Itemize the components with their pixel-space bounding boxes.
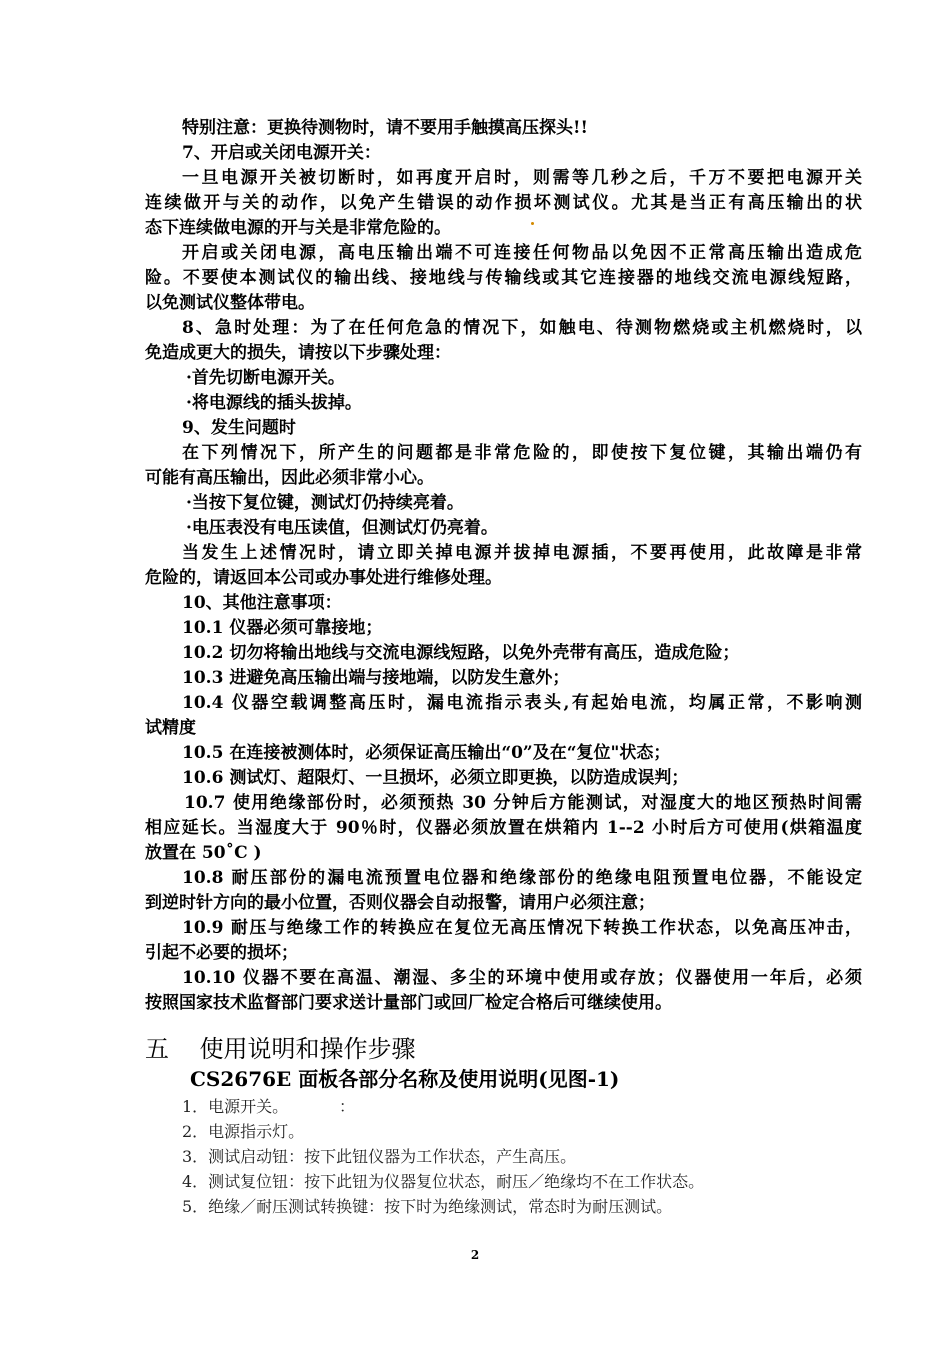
bullet-item: ·当按下复位键，测试灯仍持续亮着。 — [186, 493, 464, 513]
bullet-item: ·将电源线的插头拔掉。 — [186, 393, 362, 413]
special-notice: 特别注意：更换待测物时，请不要用手触摸高压探头!! — [182, 118, 588, 138]
paragraph-line: 可能有高压输出，因此必须非常小心。 — [145, 468, 434, 488]
note-item-cont: 按照国家技术监督部门要求送计量部门或回厂检定合格后可继续使用。 — [145, 993, 672, 1013]
paragraph-line: 免造成更大的损失，请按以下步骤处理： — [145, 343, 451, 363]
paragraph-line: 以免测试仪整体带电。 — [145, 293, 315, 313]
note-item-cont: 引起不必要的损坏； — [145, 943, 298, 963]
note-item: 10.2 切勿将输出地线与交流电源线短路，以免外壳带有高压，造成危险； — [182, 643, 740, 663]
note-item: 10.10 仪器不要在高温、潮湿、多尘的环境中使用或存放；仪器使用一年后，必须 — [182, 968, 862, 988]
note-item-cont: 到逆时针方向的最小位置，否则仪器会自动报警，请用户必须注意； — [145, 893, 655, 913]
note-item: 10.9 耐压与绝缘工作的转换应在复位无高压情况下转换工作状态，以免高压冲击， — [182, 918, 862, 938]
section-heading: 五 使用说明和操作步骤 — [145, 1035, 416, 1063]
note-item: 10.4 仪器空载调整高压时，漏电流指示表头,有起始电流，均属正常，不影响测 — [182, 693, 862, 713]
paragraph-line: 险。不要使本测试仪的输出线、接地线与传输线或其它连接器的地线交流电源线短路， — [145, 268, 862, 288]
note-item-cont: 相应延长。当湿度大于 90％时，仪器必须放置在烘箱内 1--2 小时后方可使用(烘箱温度 — [145, 818, 862, 838]
paragraph-line: 连续做开与关的动作，以免产生错误的动作损坏测试仪。尤其是当正有高压输出的状 — [145, 193, 862, 213]
note-item: 10.1 仪器必须可靠接地； — [182, 618, 383, 638]
heading-7: 7、开启或关闭电源开关： — [182, 143, 381, 163]
paragraph-line: 在下列情况下，所产生的问题都是非常危险的，即使按下复位键，其输出端仍有 — [182, 443, 862, 463]
note-item-cont: 放置在 50˚C ) — [145, 843, 262, 863]
paragraph-line: 危险的，请返回本公司或办事处进行维修处理。 — [145, 568, 502, 588]
list-item: 3．测试启动钮：按下此钮仪器为工作状态，产生高压。 — [182, 1147, 577, 1166]
note-item: 10.5 在连接被测体时，必须保证高压输出“0”及在“复位"状态； — [182, 743, 671, 763]
heading-8: 8、急时处理：为了在任何危急的情况下，如触电、待测物燃烧或主机燃烧时，以 — [182, 318, 862, 338]
bullet-item: ·电压表没有电压读值，但测试灯仍亮着。 — [186, 518, 498, 538]
bullet-item: ·首先切断电源开关。 — [186, 368, 345, 388]
list-item: 5．绝缘／耐压测试转换键：按下时为绝缘测试，常态时为耐压测试。 — [182, 1197, 673, 1216]
heading-10: 10、其他注意事项： — [182, 593, 342, 613]
paragraph-line: 开启或关闭电源，高电压输出端不可连接任何物品以免因不正常高压输出造成危 — [182, 243, 862, 263]
list-item: 2．电源指示灯。 — [182, 1122, 305, 1141]
paragraph-line: 态下连续做电源的开与关是非常危险的。 — [145, 218, 451, 238]
note-item: 10.6 测试灯、超限灯、一旦损坏，必须立即更换，以防造成误判； — [182, 768, 689, 788]
heading-9: 9、发生问题时 — [182, 418, 296, 438]
subheading: CS2676E 面板各部分名称及使用说明(见图-1) — [190, 1067, 620, 1091]
paragraph-line: 一旦电源开关被切断时，如再度开启时，则需等几秒之后，千万不要把电源开关 — [182, 168, 862, 188]
paragraph-line: 当发生上述情况时，请立即关掉电源并拔掉电源插，不要再使用，此故障是非常 — [182, 543, 862, 563]
note-item-cont: 试精度 — [145, 718, 196, 738]
stray-dot — [531, 222, 534, 225]
note-item: 10.8 耐压部份的漏电流预置电位器和绝缘部份的绝缘电阻预置电位器，不能设定 — [182, 868, 862, 888]
list-item: 1．电源开关。 ： — [182, 1097, 356, 1116]
note-item: 10.3 进避免高压输出端与接地端，以防发生意外； — [182, 668, 570, 688]
page-number: 2 — [470, 1248, 480, 1262]
note-item: 10.7 使用绝缘部份时，必须预热 30 分钟后方能测试，对湿度大的地区预热时间需 — [184, 793, 862, 813]
list-item: 4．测试复位钮：按下此钮为仪器复位状态，耐压／绝缘均不在工作状态。 — [182, 1172, 705, 1191]
